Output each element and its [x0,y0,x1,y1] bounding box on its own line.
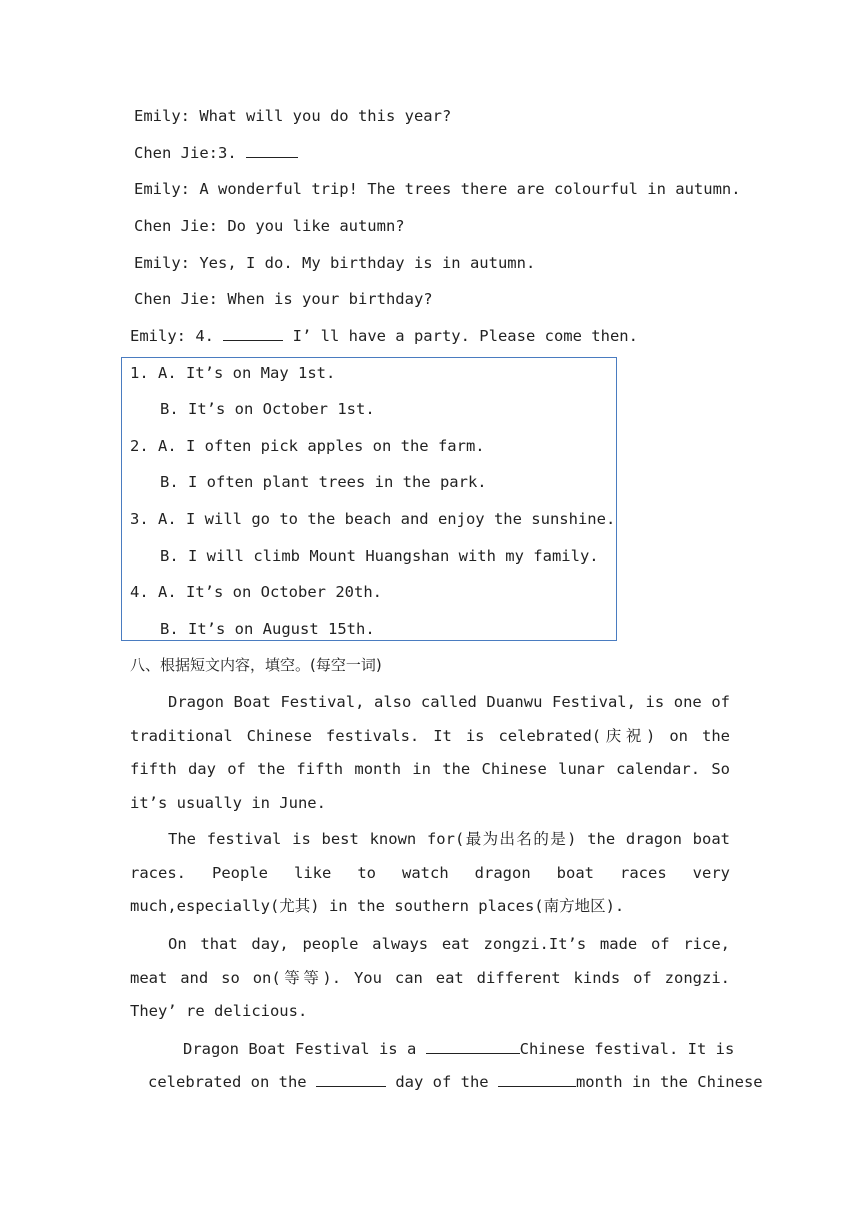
fill-sentence-line-2: celebrated on the day of the month in the Chinese [148,1073,763,1091]
passage-paragraph-3: On that day, people always eat zongzi.It’s made of rice, meat and so on(等等). You can eat different kinds of zongzi. They’ re delicious. [130,935,730,1020]
passage-paragraph-2: The festival is best known for(最为出名的是) the dragon boat races. People like to watch dragon boat races very much,especially(尤其) in the southern places(南方地区). [130,830,730,915]
option-2a: 2. A. I often pick apples on the farm. [130,437,485,455]
fill-blank-1[interactable] [426,1039,520,1054]
option-4b: B. It’s on August 15th. [160,620,375,638]
option-4a: 4. A. It’s on October 20th. [130,583,382,601]
dialogue-line-1: Emily: What will you do this year? [134,107,452,125]
dialogue-line-4: Chen Jie: Do you like autumn? [134,217,405,235]
section-8-heading: 八、根据短文内容，填空。(每空一词) [130,656,382,674]
fill-blank-2[interactable] [316,1072,386,1087]
option-3b: B. I will climb Mount Huangshan with my family. [160,547,599,565]
fill-sentence-line-1: Dragon Boat Festival is a Chinese festival. It is [183,1040,735,1058]
dialogue-line-6: Chen Jie: When is your birthday? [134,290,433,308]
dialogue-line-7: Emily: 4. I’ ll have a party. Please come then. [130,327,638,345]
option-1b: B. It’s on October 1st. [160,400,375,418]
dialogue-line-2: Chen Jie:3. [134,143,298,163]
fill-blank-3[interactable] [498,1072,576,1087]
dialogue-line-3: Emily: A wonderful trip! The trees there are colourful in autumn. [134,180,741,198]
dialogue-line-5: Emily: Yes, I do. My birthday is in autumn. [134,254,536,272]
answer-blank-4[interactable] [223,326,283,341]
passage-paragraph-1: Dragon Boat Festival, also called Duanwu Festival, is one of traditional Chinese festivals. It is celebrated(庆祝) on the fifth day of the fifth month in the Chinese lunar calendar. So it’s usually in June. [130,693,730,812]
answer-blank-3[interactable] [246,143,298,158]
option-2b: B. I often plant trees in the park. [160,473,487,491]
option-1a: 1. A. It’s on May 1st. [130,364,336,382]
option-3a: 3. A. I will go to the beach and enjoy the sunshine. [130,510,616,528]
